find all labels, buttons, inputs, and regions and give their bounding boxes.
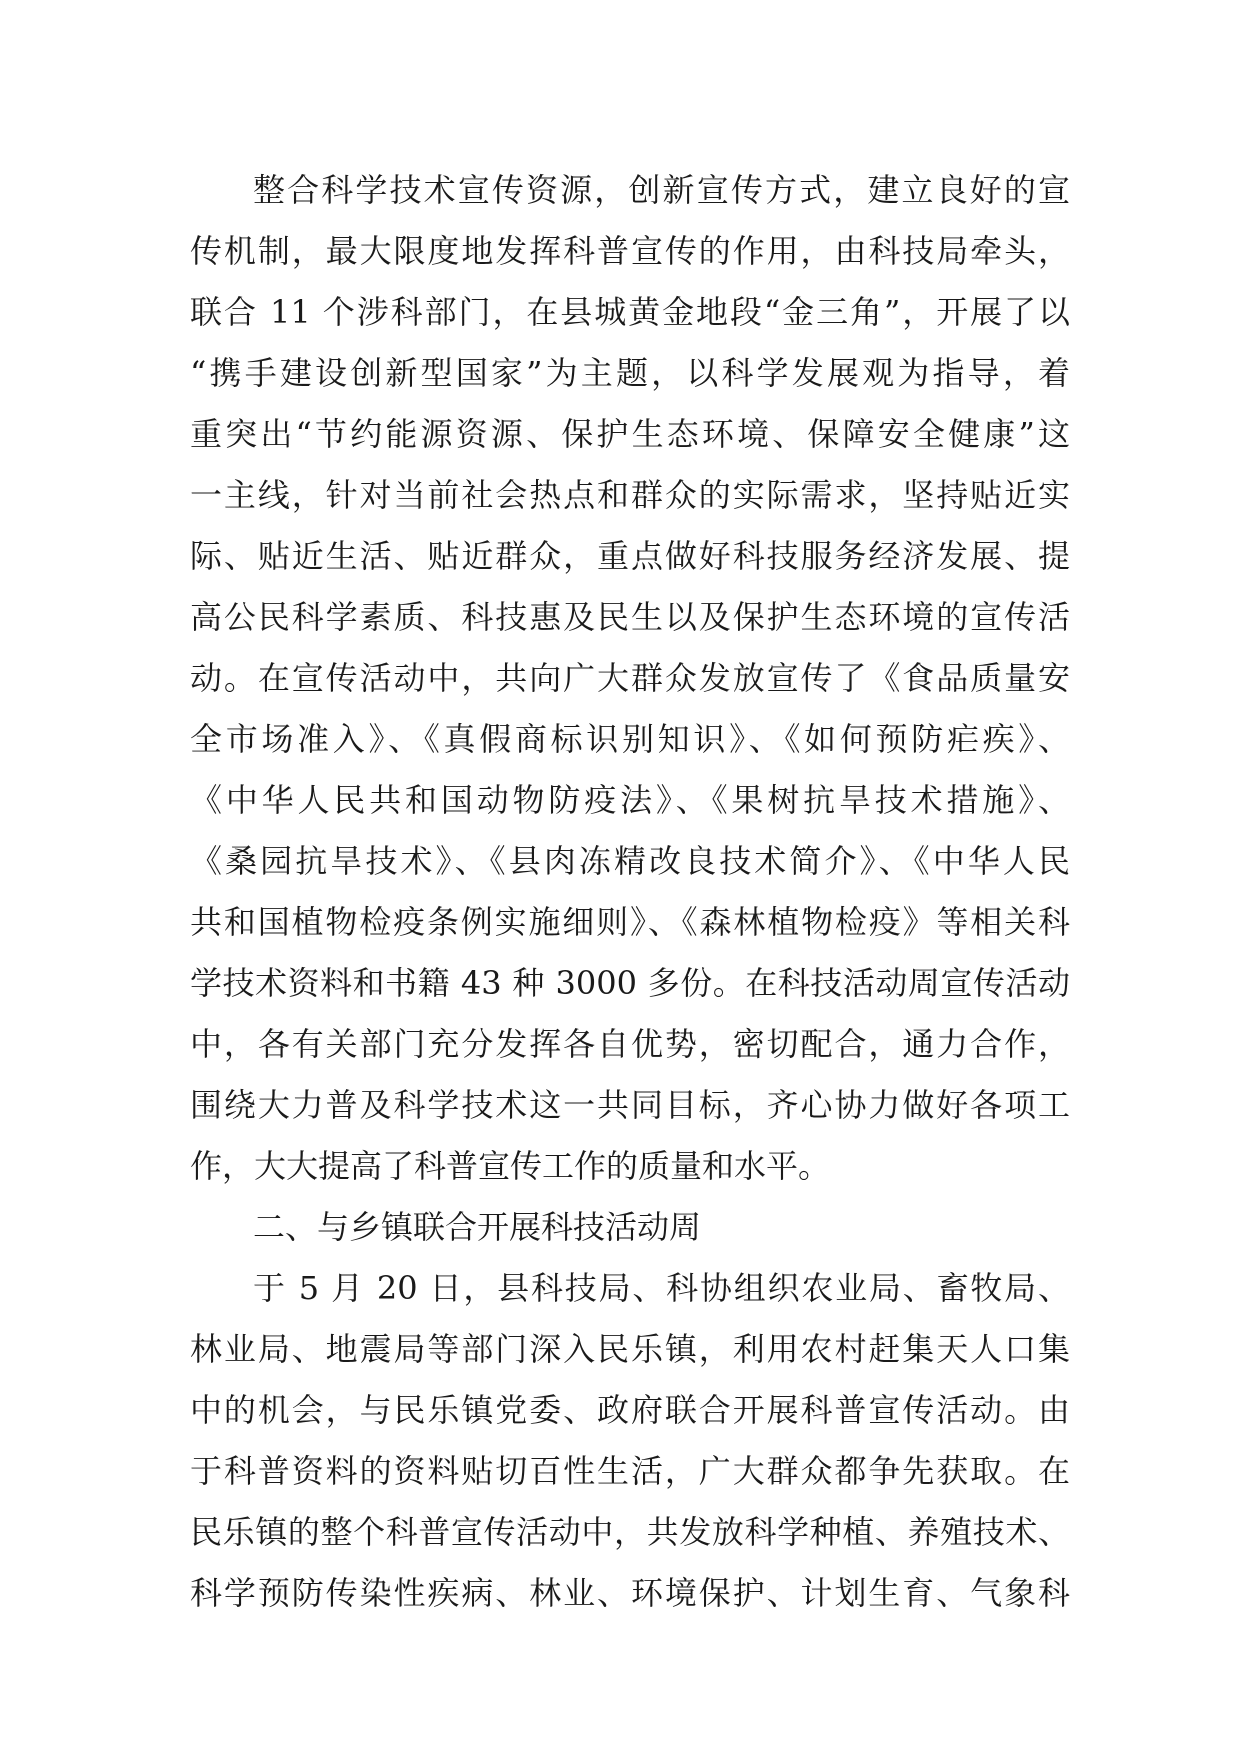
paragraph-1-line-7: 际、贴近生活、贴近群众，重点做好科技服务经济发展、提 xyxy=(190,537,1070,575)
paragraph-1-line-10: 全市场准入》、《真假商标识别知识》、《如何预防疟疾》、 xyxy=(190,720,1070,758)
paragraph-2-line-1: 于 5 月 20 日，县科技局、科协组织农业局、畜牧局、 xyxy=(253,1269,1070,1307)
paragraph-1-line-8: 高公民科学素质、科技惠及民生以及保护生态环境的宣传活 xyxy=(190,598,1070,636)
paragraph-1-line-11: 《中华人民共和国动物防疫法》、《果树抗旱技术措施》、 xyxy=(190,781,1070,819)
paragraph-1-line-15: 中，各有关部门充分发挥各自优势，密切配合，通力合作， xyxy=(190,1025,1070,1063)
section-heading: 二、与乡镇联合开展科技活动周 xyxy=(253,1208,702,1246)
paragraph-2-line-3: 中的机会，与民乐镇党委、政府联合开展科普宣传活动。由 xyxy=(190,1391,1070,1429)
paragraph-1-line-12: 《桑园抗旱技术》、《县肉冻精改良技术简介》、《中华人民 xyxy=(190,842,1070,880)
paragraph-2-line-4: 于科普资料的资料贴切百性生活，广大群众都争先获取。在 xyxy=(190,1452,1070,1490)
paragraph-1-line-4: “携手建设创新型国家”为主题，以科学发展观为指导，着 xyxy=(190,354,1070,392)
paragraph-1-line-2: 传机制，最大限度地发挥科普宣传的作用，由科技局牵头， xyxy=(190,232,1070,270)
paragraph-1-line-9: 动。在宣传活动中，共向广大群众发放宣传了《食品质量安 xyxy=(190,659,1070,697)
paragraph-1-line-16: 围绕大力普及科学技术这一共同目标，齐心协力做好各项工 xyxy=(190,1086,1070,1124)
paragraph-1-line-13: 共和国植物检疫条例实施细则》、《森林植物检疫》等相关科 xyxy=(190,903,1070,941)
paragraph-1-line-14: 学技术资料和书籍 43 种 3000 多份。在科技活动周宣传活动 xyxy=(190,964,1070,1002)
document-body xyxy=(190,160,1070,1624)
paragraph-1-line-1: 整合科学技术宣传资源，创新宣传方式，建立良好的宣 xyxy=(253,171,1070,209)
paragraph-2-line-2: 林业局、地震局等部门深入民乐镇，利用农村赶集天人口集 xyxy=(190,1330,1070,1368)
paragraph-2-line-6: 科学预防传染性疾病、林业、环境保护、计划生育、气象科 xyxy=(190,1574,1070,1612)
paragraph-1-line-6: 一主线，针对当前社会热点和群众的实际需求，坚持贴近实 xyxy=(190,476,1070,514)
paragraph-1-line-5: 重突出“节约能源资源、保护生态环境、保障安全健康”这 xyxy=(190,415,1070,453)
paragraph-1-line-17: 作，大大提高了科普宣传工作的质量和水平。 xyxy=(190,1147,831,1185)
paragraph-1-line-3: 联合 11 个涉科部门，在县城黄金地段“金三角”，开展了以 xyxy=(190,293,1070,331)
paragraph-2-line-5: 民乐镇的整个科普宣传活动中，共发放科学种植、养殖技术、 xyxy=(190,1513,1070,1551)
